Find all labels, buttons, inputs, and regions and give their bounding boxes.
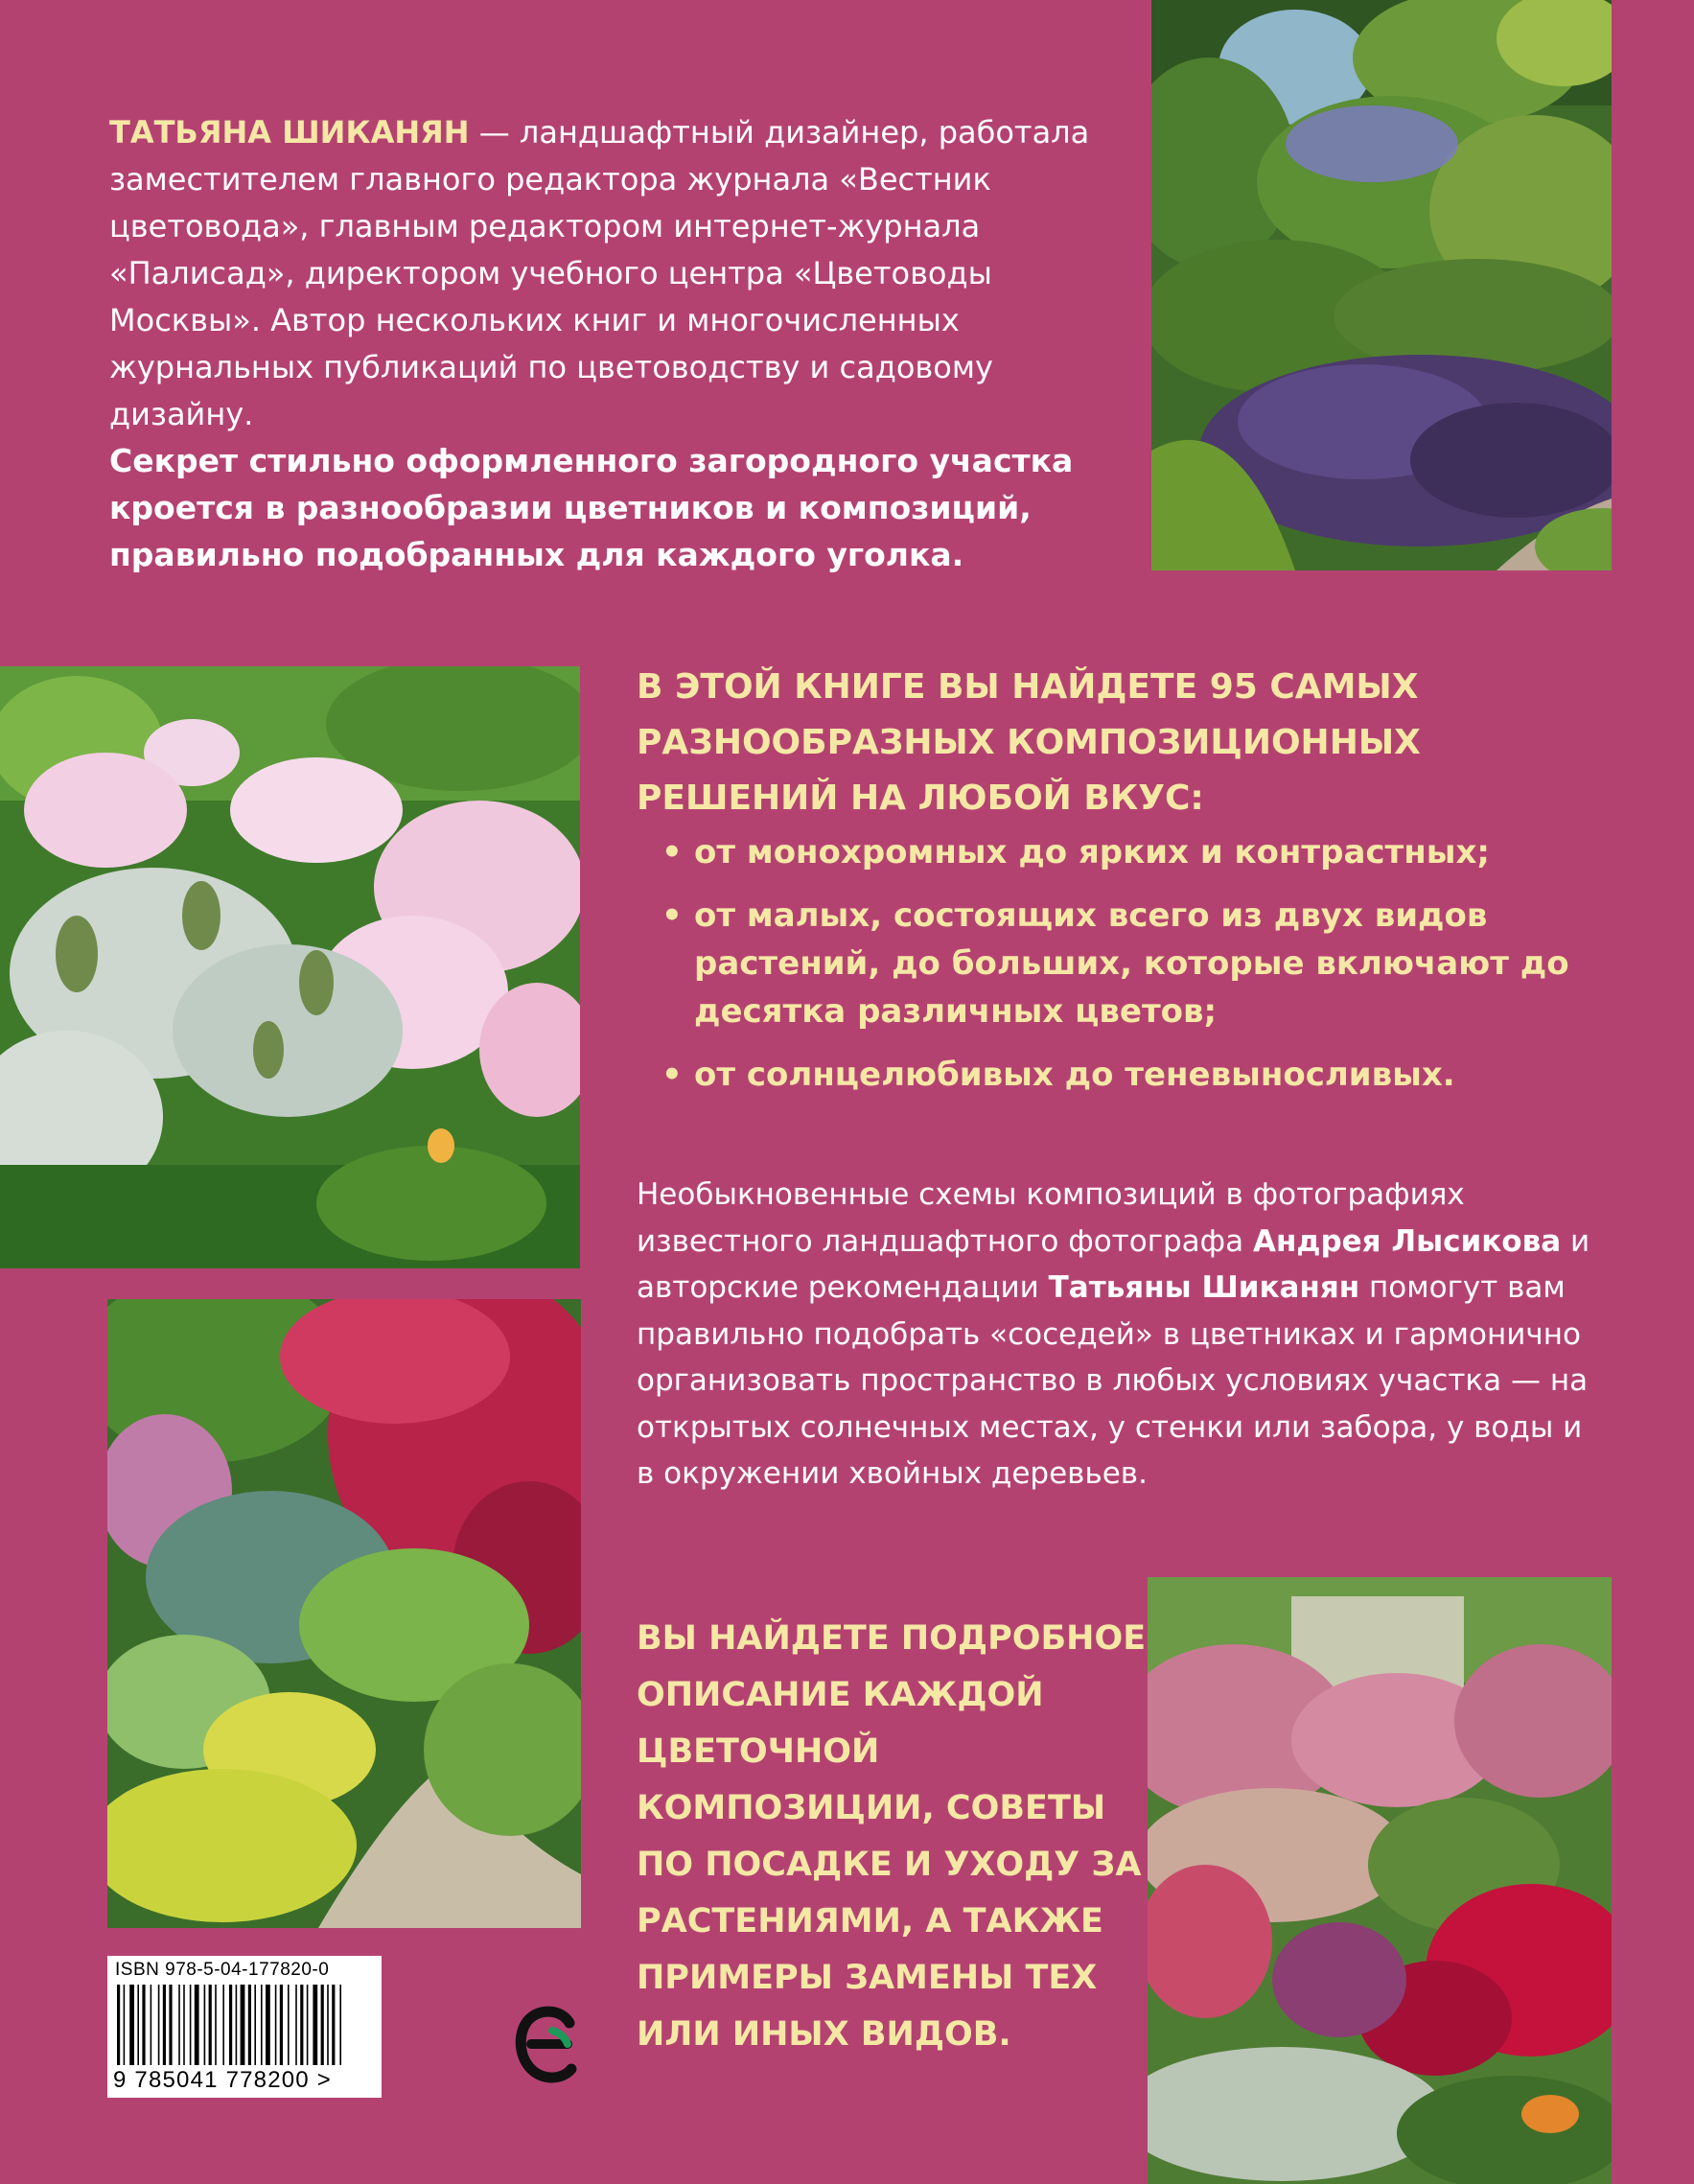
barcode-bar bbox=[137, 1985, 139, 2065]
composition-list bbox=[661, 828, 1639, 1114]
barcode-bar bbox=[178, 1985, 180, 2065]
desc-part-2: и авторские рекомендации bbox=[637, 1223, 1590, 1305]
isbn-digits: 9 785041 778200 > bbox=[113, 2067, 332, 2093]
barcode-bar bbox=[288, 1985, 290, 2065]
barcode-bar bbox=[195, 1985, 199, 2065]
author-bio bbox=[109, 109, 1145, 438]
barcode-bar bbox=[204, 1985, 206, 2065]
barcode-bar bbox=[313, 1985, 317, 2065]
book-description bbox=[637, 1172, 1595, 1498]
author-name: ТАТЬЯНА ШИКАНЯН bbox=[109, 114, 470, 151]
barcode-bar bbox=[280, 1985, 283, 2065]
list-item: • от малых, состоящих всего из двух видов растений, до больших, которые включают до десятка различных цветов; bbox=[661, 892, 1639, 1035]
barcode-bar bbox=[295, 1985, 297, 2065]
list-item: • от солнцелюбивых до теневыносливых. bbox=[661, 1051, 1639, 1099]
barcode-bar bbox=[190, 1985, 192, 2065]
barcode-bar bbox=[129, 1985, 134, 2065]
barcode-bar bbox=[209, 1985, 212, 2065]
barcode-bar bbox=[215, 1985, 217, 2065]
barcode-bar bbox=[275, 1985, 277, 2065]
barcode-bar bbox=[254, 1985, 256, 2065]
intro-statement: Секрет стильно оформленного загородного участка кроется в разнообразии цветников и композиций, правильно подобранных для каждого уголка. bbox=[109, 442, 1074, 573]
barcode-bar bbox=[222, 1985, 224, 2065]
barcode-bar bbox=[229, 1985, 232, 2065]
barcode-bar bbox=[236, 1985, 238, 2065]
barcode-bar bbox=[248, 1985, 251, 2065]
barcode-bar bbox=[266, 1985, 270, 2065]
barcode-bars bbox=[117, 1985, 372, 2065]
barcode-bar bbox=[142, 1985, 145, 2065]
desc-part-1: Необыкновенные схемы композиций в фотографиях известного ландшафтного фотографа bbox=[637, 1177, 1465, 1259]
author-bio-text: — ландшафтный дизайнер, работала заместителем главного редактора журнала «Вестник цветовода», главным редактором интернет-журнала «Палисад», директором учебного центра «Цветоводы Москвы». Автор нескольких книг и многочисленных журнальных публикаций по цветоводству и садовому дизайну. bbox=[109, 114, 1090, 432]
garden-photo-flower-border bbox=[1148, 1577, 1612, 2184]
barcode-bar bbox=[163, 1985, 166, 2065]
barcode-bar bbox=[332, 1985, 335, 2065]
eksmo-logo-icon bbox=[514, 2002, 581, 2086]
garden-photo-phlox-eryngium bbox=[0, 666, 580, 1268]
book-headline: В ЭТОЙ КНИГЕ ВЫ НАЙДЕТЕ 95 САМЫХ РАЗНООБРАЗНЫХ КОМПОЗИЦИОННЫХ РЕШЕНИЙ НА ЛЮБОЙ ВКУС: bbox=[637, 667, 1421, 818]
garden-photo-purple-foliage bbox=[1151, 0, 1612, 570]
isbn-barcode bbox=[107, 1956, 382, 2098]
barcode-bar bbox=[241, 1985, 245, 2065]
barcode-bar bbox=[300, 1985, 303, 2065]
garden-photo-red-maple bbox=[107, 1299, 581, 1928]
photographer-name: Андрея Лысикова bbox=[1253, 1223, 1562, 1259]
barcode-bar bbox=[117, 1985, 120, 2065]
list-item: • от монохромных до ярких и контрастных; bbox=[661, 828, 1639, 876]
isbn-label: ISBN 978-5-04-177820-0 bbox=[115, 1960, 330, 1980]
features-statement: ВЫ НАЙДЕТЕ ПОДРОБНОЕ ОПИСАНИЕ КАЖДОЙ ЦВЕТОЧНОЙ КОМПОЗИЦИИ, СОВЕТЫ ПО ПОСАДКЕ И УХОДУ ЗА РАСТЕНИЯМИ, А ТАКЖЕ ПРИМЕРЫ ЗАМЕНЫ ТЕХ ИЛИ ИНЫХ ВИДОВ. bbox=[637, 1619, 1147, 2054]
barcode-bar bbox=[158, 1985, 160, 2065]
desc-part-3: помогут вам правильно подобрать «соседей» в цветниках и гармонично организовать пространство в любых условиях участка — на открытых солнечных местах, у стенки или забора, у воды и в окружении хвойных деревьев. bbox=[637, 1270, 1589, 1491]
barcode-bar bbox=[151, 1985, 152, 2065]
barcode-bar bbox=[327, 1985, 329, 2065]
barcode-bar bbox=[261, 1985, 263, 2065]
barcode-bar bbox=[124, 1985, 126, 2065]
barcode-bar bbox=[339, 1985, 341, 2065]
barcode-bar bbox=[183, 1985, 185, 2065]
barcode-bar bbox=[307, 1985, 309, 2065]
barcode-bar bbox=[169, 1985, 172, 2065]
author-name-inline: Татьяны Шиканян bbox=[1048, 1270, 1360, 1305]
barcode-bar bbox=[321, 1985, 324, 2065]
